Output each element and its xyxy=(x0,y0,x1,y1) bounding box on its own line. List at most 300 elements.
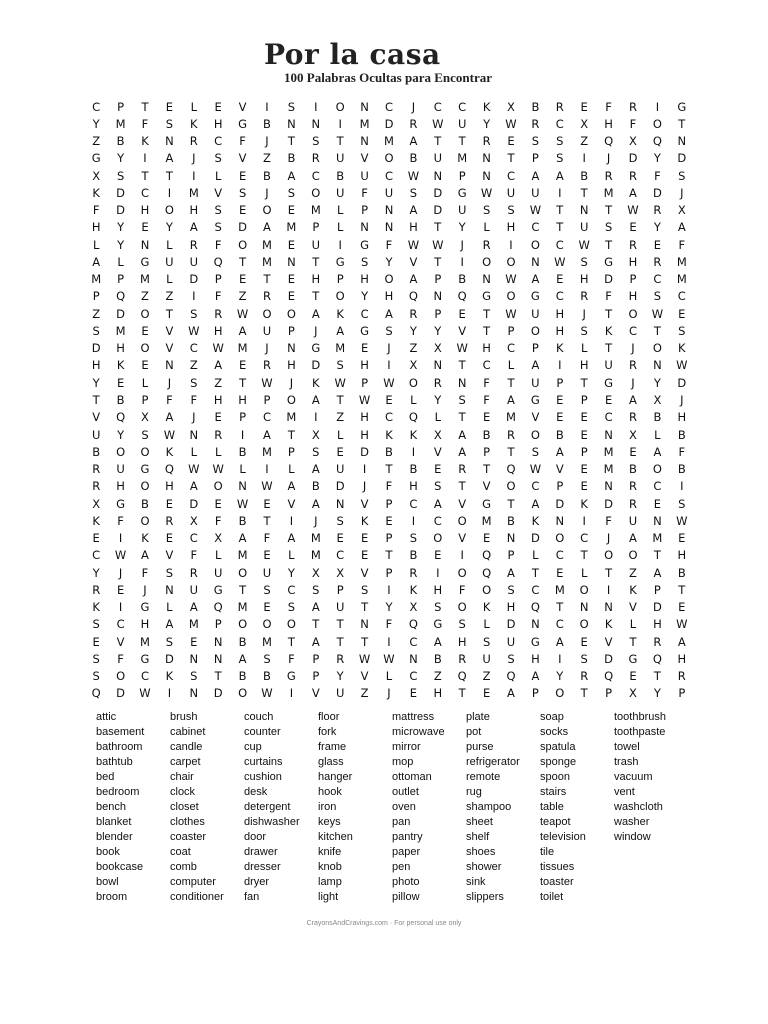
grid-letter[interactable]: Z xyxy=(580,134,589,149)
grid-letter[interactable]: N xyxy=(482,272,491,287)
grid-letter[interactable]: T xyxy=(312,254,320,269)
grid-letter[interactable]: V xyxy=(360,669,369,684)
grid-letter[interactable]: P xyxy=(361,375,369,390)
grid-letter[interactable]: G xyxy=(140,462,150,477)
grid-letter[interactable]: P xyxy=(507,323,515,338)
grid-letter[interactable]: D xyxy=(506,617,516,632)
grid-letter[interactable]: P xyxy=(458,168,466,183)
grid-letter[interactable]: N xyxy=(287,341,296,356)
grid-letter[interactable]: K xyxy=(531,513,540,528)
grid-letter[interactable]: F xyxy=(605,99,612,114)
grid-letter[interactable]: M xyxy=(140,634,150,649)
grid-letter[interactable]: E xyxy=(629,444,637,459)
grid-letter[interactable]: N xyxy=(189,427,199,442)
grid-letter[interactable]: S xyxy=(360,582,369,597)
grid-letter[interactable]: O xyxy=(604,548,614,563)
grid-letter[interactable]: E xyxy=(507,134,515,149)
grid-letter[interactable]: M xyxy=(310,203,321,218)
grid-letter[interactable]: C xyxy=(409,634,418,649)
grid-letter[interactable]: W xyxy=(529,203,542,218)
grid-letter[interactable]: N xyxy=(360,99,369,114)
grid-letter[interactable]: N xyxy=(213,634,223,649)
grid-letter[interactable]: G xyxy=(286,669,296,684)
grid-letter[interactable]: L xyxy=(288,462,295,477)
grid-letter[interactable]: N xyxy=(165,134,174,149)
grid-letter[interactable]: E xyxy=(629,220,637,235)
grid-letter[interactable]: D xyxy=(189,496,199,511)
grid-letter[interactable]: T xyxy=(312,289,320,304)
grid-letter[interactable]: G xyxy=(604,254,614,269)
grid-letter[interactable]: X xyxy=(336,565,345,580)
grid-letter[interactable]: T xyxy=(434,254,442,269)
grid-letter[interactable]: N xyxy=(604,600,613,615)
grid-letter[interactable]: A xyxy=(287,531,296,546)
grid-letter[interactable]: X xyxy=(433,341,442,356)
grid-letter[interactable]: N xyxy=(360,220,369,235)
grid-letter[interactable]: N xyxy=(433,168,443,183)
grid-letter[interactable]: S xyxy=(653,289,662,304)
grid-letter[interactable]: M xyxy=(262,254,272,269)
grid-letter[interactable]: M xyxy=(652,531,663,546)
grid-letter[interactable]: K xyxy=(580,496,588,511)
grid-letter[interactable]: M xyxy=(115,116,126,131)
grid-letter[interactable]: S xyxy=(604,220,613,235)
grid-letter[interactable]: F xyxy=(214,289,222,304)
grid-letter[interactable]: L xyxy=(166,237,173,252)
grid-letter[interactable]: B xyxy=(92,444,101,459)
grid-letter[interactable]: G xyxy=(311,341,321,356)
grid-letter[interactable]: R xyxy=(409,306,418,321)
grid-letter[interactable]: E xyxy=(556,410,564,425)
grid-letter[interactable]: R xyxy=(580,669,589,684)
grid-letter[interactable]: M xyxy=(188,617,199,632)
grid-letter[interactable]: E xyxy=(580,427,588,442)
grid-letter[interactable]: S xyxy=(312,444,320,459)
grid-letter[interactable]: M xyxy=(237,548,248,563)
grid-letter[interactable]: M xyxy=(676,272,687,287)
grid-letter[interactable]: B xyxy=(238,444,247,459)
grid-letter[interactable]: R xyxy=(506,427,515,442)
grid-letter[interactable]: H xyxy=(482,341,491,356)
grid-letter[interactable]: R xyxy=(482,237,491,252)
grid-letter[interactable]: H xyxy=(238,392,247,407)
grid-letter[interactable]: C xyxy=(409,496,418,511)
grid-letter[interactable]: T xyxy=(556,203,564,218)
grid-letter[interactable]: E xyxy=(287,237,296,252)
grid-letter[interactable]: H xyxy=(116,341,125,356)
grid-letter[interactable]: A xyxy=(214,358,223,373)
grid-letter[interactable]: S xyxy=(458,392,466,407)
grid-letter[interactable]: A xyxy=(458,444,467,459)
grid-letter[interactable]: H xyxy=(91,220,101,235)
grid-letter[interactable]: O xyxy=(457,565,467,580)
grid-letter[interactable]: W xyxy=(236,496,249,511)
grid-letter[interactable]: D xyxy=(91,341,101,356)
grid-letter[interactable]: X xyxy=(653,392,662,407)
grid-letter[interactable]: H xyxy=(213,392,223,407)
grid-letter[interactable]: Y xyxy=(483,116,491,131)
grid-letter[interactable]: A xyxy=(409,134,418,149)
grid-letter[interactable]: V xyxy=(531,410,540,425)
grid-letter[interactable]: P xyxy=(678,686,686,701)
grid-letter[interactable]: W xyxy=(651,306,664,321)
grid-letter[interactable]: H xyxy=(360,272,369,287)
grid-letter[interactable]: G xyxy=(116,496,126,511)
grid-letter[interactable]: L xyxy=(190,444,197,459)
grid-letter[interactable]: I xyxy=(338,116,342,131)
grid-letter[interactable]: K xyxy=(141,134,149,149)
grid-letter[interactable]: E xyxy=(214,496,222,511)
grid-letter[interactable]: I xyxy=(118,531,123,546)
grid-letter[interactable]: O xyxy=(140,479,150,494)
grid-letter[interactable]: H xyxy=(677,548,687,563)
grid-letter[interactable]: P xyxy=(531,151,539,166)
grid-letter[interactable]: W xyxy=(383,375,395,390)
grid-letter[interactable]: U xyxy=(506,634,516,649)
grid-letter[interactable]: L xyxy=(507,358,515,373)
grid-letter[interactable]: N xyxy=(384,203,394,218)
grid-letter[interactable]: R xyxy=(336,651,345,666)
grid-letter[interactable]: G xyxy=(140,600,150,615)
grid-letter[interactable]: I xyxy=(411,444,416,459)
grid-letter[interactable]: N xyxy=(165,582,174,597)
grid-letter[interactable]: G xyxy=(530,392,540,407)
grid-letter[interactable]: R xyxy=(677,669,686,684)
grid-letter[interactable]: U xyxy=(262,323,272,338)
grid-letter[interactable]: D xyxy=(116,185,126,200)
grid-letter[interactable]: X xyxy=(629,427,637,442)
grid-letter[interactable]: O xyxy=(286,392,296,407)
grid-letter[interactable]: S xyxy=(409,531,418,546)
grid-letter[interactable]: Q xyxy=(116,289,126,304)
grid-letter[interactable]: Q xyxy=(457,289,467,304)
grid-letter[interactable]: W xyxy=(212,341,224,356)
grid-letter[interactable]: S xyxy=(580,323,588,338)
grid-letter[interactable]: O xyxy=(628,548,638,563)
grid-letter[interactable]: Y xyxy=(361,289,369,304)
grid-letter[interactable]: E xyxy=(458,306,466,321)
grid-letter[interactable]: A xyxy=(507,565,515,580)
grid-letter[interactable]: S xyxy=(92,669,100,684)
grid-letter[interactable]: R xyxy=(409,565,418,580)
grid-letter[interactable]: J xyxy=(606,531,611,546)
grid-letter[interactable]: C xyxy=(336,548,345,563)
grid-letter[interactable]: Z xyxy=(360,686,369,701)
grid-letter[interactable]: B xyxy=(336,168,345,183)
grid-letter[interactable]: V xyxy=(165,548,174,563)
grid-letter[interactable]: A xyxy=(287,168,296,183)
grid-letter[interactable]: B xyxy=(263,168,271,183)
grid-letter[interactable]: F xyxy=(141,565,149,580)
grid-letter[interactable]: S xyxy=(287,185,296,200)
grid-letter[interactable]: R xyxy=(653,254,662,269)
grid-letter[interactable]: X xyxy=(507,99,515,114)
grid-letter[interactable]: R xyxy=(92,479,101,494)
grid-letter[interactable]: D xyxy=(311,358,321,373)
grid-letter[interactable]: T xyxy=(678,116,686,131)
grid-letter[interactable]: C xyxy=(482,358,491,373)
grid-letter[interactable]: T xyxy=(605,565,613,580)
grid-letter[interactable]: E xyxy=(629,669,637,684)
grid-letter[interactable]: H xyxy=(531,651,540,666)
grid-letter[interactable]: S xyxy=(531,444,540,459)
grid-letter[interactable]: D xyxy=(116,306,126,321)
grid-letter[interactable]: G xyxy=(213,582,223,597)
grid-letter[interactable]: I xyxy=(460,548,464,563)
grid-letter[interactable]: N xyxy=(579,203,589,218)
grid-letter[interactable]: L xyxy=(336,427,344,442)
grid-letter[interactable]: E xyxy=(165,496,174,511)
grid-letter[interactable]: O xyxy=(262,617,272,632)
grid-letter[interactable]: A xyxy=(531,168,540,183)
grid-letter[interactable]: H xyxy=(140,617,150,632)
grid-letter[interactable]: F xyxy=(117,513,124,528)
grid-letter[interactable]: D xyxy=(116,203,126,218)
grid-letter[interactable]: T xyxy=(239,582,247,597)
grid-letter[interactable]: B xyxy=(677,565,686,580)
grid-letter[interactable]: J xyxy=(192,410,196,425)
grid-letter[interactable]: J xyxy=(411,99,416,114)
grid-letter[interactable]: C xyxy=(140,185,149,200)
grid-letter[interactable]: E xyxy=(385,513,393,528)
grid-letter[interactable]: P xyxy=(336,582,344,597)
grid-letter[interactable]: H xyxy=(604,116,613,131)
grid-letter[interactable]: P xyxy=(653,582,661,597)
grid-letter[interactable]: B xyxy=(409,151,418,166)
grid-letter[interactable]: N xyxy=(384,220,394,235)
grid-letter[interactable]: E xyxy=(385,392,393,407)
grid-letter[interactable]: U xyxy=(457,116,467,131)
grid-letter[interactable]: I xyxy=(314,99,318,114)
grid-letter[interactable]: P xyxy=(556,479,564,494)
grid-letter[interactable]: S xyxy=(92,323,100,338)
grid-letter[interactable]: C xyxy=(262,410,271,425)
grid-letter[interactable]: T xyxy=(92,392,100,407)
grid-letter[interactable]: Q xyxy=(408,410,418,425)
grid-letter[interactable]: H xyxy=(628,289,638,304)
grid-letter[interactable]: G xyxy=(140,254,150,269)
grid-letter[interactable]: O xyxy=(530,237,540,252)
grid-letter[interactable]: C xyxy=(384,410,393,425)
grid-letter[interactable]: A xyxy=(653,565,662,580)
grid-letter[interactable]: C xyxy=(384,99,393,114)
grid-letter[interactable]: S xyxy=(556,151,564,166)
grid-letter[interactable]: A xyxy=(409,272,418,287)
grid-letter[interactable]: O xyxy=(286,306,296,321)
grid-letter[interactable]: W xyxy=(407,168,420,183)
grid-letter[interactable]: E xyxy=(580,479,588,494)
grid-letter[interactable]: O xyxy=(506,289,516,304)
grid-letter[interactable]: Y xyxy=(653,220,661,235)
grid-letter[interactable]: H xyxy=(555,323,565,338)
grid-letter[interactable]: M xyxy=(603,462,614,477)
grid-letter[interactable]: B xyxy=(287,151,296,166)
grid-letter[interactable]: U xyxy=(384,185,394,200)
grid-letter[interactable]: V xyxy=(433,444,442,459)
grid-letter[interactable]: O xyxy=(116,444,126,459)
grid-letter[interactable]: S xyxy=(531,134,540,149)
grid-letter[interactable]: B xyxy=(677,427,686,442)
grid-letter[interactable]: I xyxy=(289,686,294,701)
grid-letter[interactable]: B xyxy=(238,669,247,684)
grid-letter[interactable]: P xyxy=(580,444,588,459)
grid-letter[interactable]: T xyxy=(336,134,344,149)
grid-letter[interactable]: X xyxy=(580,116,589,131)
grid-letter[interactable]: N xyxy=(653,513,662,528)
grid-letter[interactable]: E xyxy=(116,375,125,390)
grid-letter[interactable]: W xyxy=(676,358,688,373)
grid-letter[interactable]: V xyxy=(238,99,247,114)
grid-letter[interactable]: H xyxy=(213,323,223,338)
grid-letter[interactable]: V xyxy=(92,410,101,425)
grid-letter[interactable]: S xyxy=(92,617,100,632)
grid-letter[interactable]: F xyxy=(678,444,686,459)
grid-letter[interactable]: O xyxy=(238,565,248,580)
grid-letter[interactable]: M xyxy=(603,444,614,459)
grid-letter[interactable]: U xyxy=(189,254,198,269)
grid-letter[interactable]: Z xyxy=(141,289,149,304)
grid-letter[interactable]: V xyxy=(116,634,125,649)
grid-letter[interactable]: R xyxy=(458,462,467,477)
grid-letter[interactable]: W xyxy=(456,341,468,356)
grid-letter[interactable]: Y xyxy=(117,237,125,252)
grid-letter[interactable]: T xyxy=(239,254,247,269)
grid-letter[interactable]: P xyxy=(287,444,295,459)
grid-letter[interactable]: K xyxy=(312,375,320,390)
grid-letter[interactable]: D xyxy=(652,600,662,615)
grid-letter[interactable]: S xyxy=(434,600,442,615)
grid-letter[interactable]: L xyxy=(532,548,539,563)
grid-letter[interactable]: T xyxy=(580,185,588,200)
grid-letter[interactable]: X xyxy=(141,410,149,425)
grid-letter[interactable]: K xyxy=(92,600,100,615)
grid-letter[interactable]: F xyxy=(605,289,612,304)
grid-letter[interactable]: G xyxy=(238,116,248,131)
grid-letter[interactable]: B xyxy=(116,392,125,407)
grid-letter[interactable]: U xyxy=(360,168,369,183)
grid-letter[interactable]: D xyxy=(164,651,174,666)
grid-letter[interactable]: W xyxy=(676,617,688,632)
grid-letter[interactable]: Z xyxy=(189,358,198,373)
grid-letter[interactable]: H xyxy=(677,410,687,425)
grid-letter[interactable]: A xyxy=(311,634,320,649)
grid-letter[interactable]: X xyxy=(92,496,101,511)
grid-letter[interactable]: E xyxy=(141,220,149,235)
grid-letter[interactable]: F xyxy=(483,392,490,407)
grid-letter[interactable]: K xyxy=(678,341,686,356)
grid-letter[interactable]: A xyxy=(165,151,174,166)
grid-letter[interactable]: P xyxy=(312,651,320,666)
grid-letter[interactable]: D xyxy=(604,496,614,511)
grid-letter[interactable]: A xyxy=(189,220,198,235)
grid-letter[interactable]: M xyxy=(286,410,297,425)
grid-letter[interactable]: E xyxy=(287,272,296,287)
grid-letter[interactable]: L xyxy=(410,392,417,407)
grid-letter[interactable]: I xyxy=(314,410,318,425)
grid-letter[interactable]: O xyxy=(652,116,662,131)
grid-letter[interactable]: P xyxy=(580,392,588,407)
grid-letter[interactable]: R xyxy=(214,306,223,321)
grid-letter[interactable]: U xyxy=(335,686,345,701)
grid-letter[interactable]: P xyxy=(214,272,222,287)
grid-letter[interactable]: E xyxy=(336,444,344,459)
grid-letter[interactable]: Q xyxy=(164,462,174,477)
grid-letter[interactable]: I xyxy=(411,513,416,528)
grid-letter[interactable]: S xyxy=(165,116,174,131)
grid-letter[interactable]: X xyxy=(677,203,686,218)
grid-letter[interactable]: L xyxy=(580,341,588,356)
grid-letter[interactable]: A xyxy=(433,496,442,511)
grid-letter[interactable]: I xyxy=(582,513,586,528)
grid-letter[interactable]: H xyxy=(91,358,101,373)
grid-letter[interactable]: K xyxy=(116,358,125,373)
grid-letter[interactable]: P xyxy=(117,272,125,287)
grid-letter[interactable]: V xyxy=(458,531,467,546)
grid-letter[interactable]: Q xyxy=(604,669,614,684)
grid-letter[interactable]: W xyxy=(261,686,273,701)
grid-letter[interactable]: T xyxy=(385,548,393,563)
grid-letter[interactable]: U xyxy=(91,427,101,442)
grid-letter[interactable]: G xyxy=(482,289,492,304)
grid-letter[interactable]: W xyxy=(236,306,249,321)
grid-letter[interactable]: A xyxy=(165,410,174,425)
grid-letter[interactable]: W xyxy=(407,237,420,252)
grid-letter[interactable]: G xyxy=(677,99,687,114)
grid-letter[interactable]: I xyxy=(558,358,562,373)
grid-letter[interactable]: O xyxy=(164,203,174,218)
grid-letter[interactable]: Y xyxy=(556,669,564,684)
grid-letter[interactable]: T xyxy=(678,582,686,597)
grid-letter[interactable]: W xyxy=(432,237,444,252)
grid-letter[interactable]: H xyxy=(579,272,589,287)
grid-letter[interactable]: I xyxy=(167,185,172,200)
grid-letter[interactable]: L xyxy=(214,168,222,183)
grid-letter[interactable]: O xyxy=(506,479,516,494)
grid-letter[interactable]: G xyxy=(360,237,370,252)
grid-letter[interactable]: U xyxy=(433,151,442,166)
grid-letter[interactable]: A xyxy=(311,462,320,477)
grid-letter[interactable]: A xyxy=(531,669,540,684)
grid-letter[interactable]: E xyxy=(580,462,588,477)
grid-letter[interactable]: N xyxy=(335,496,345,511)
grid-letter[interactable]: E xyxy=(116,582,125,597)
grid-letter[interactable]: E xyxy=(434,462,442,477)
grid-letter[interactable]: R xyxy=(262,289,271,304)
grid-letter[interactable]: C xyxy=(311,168,320,183)
grid-letter[interactable]: O xyxy=(311,185,321,200)
grid-letter[interactable]: W xyxy=(334,375,346,390)
grid-letter[interactable]: C xyxy=(116,617,125,632)
grid-letter[interactable]: F xyxy=(214,513,222,528)
grid-letter[interactable]: B xyxy=(580,168,589,183)
grid-letter[interactable]: O xyxy=(140,444,150,459)
grid-letter[interactable]: E xyxy=(653,237,662,252)
grid-letter[interactable]: Q xyxy=(408,289,418,304)
grid-letter[interactable]: C xyxy=(653,479,662,494)
grid-letter[interactable]: W xyxy=(261,375,273,390)
grid-letter[interactable]: R xyxy=(531,116,540,131)
grid-letter[interactable]: T xyxy=(580,686,588,701)
grid-letter[interactable]: J xyxy=(265,185,269,200)
grid-letter[interactable]: A xyxy=(555,634,564,649)
grid-letter[interactable]: E xyxy=(141,358,149,373)
grid-letter[interactable]: K xyxy=(482,99,491,114)
grid-letter[interactable]: G xyxy=(628,651,638,666)
grid-letter[interactable]: Q xyxy=(213,254,223,269)
grid-letter[interactable]: G xyxy=(482,496,492,511)
grid-letter[interactable]: R xyxy=(628,237,637,252)
grid-letter[interactable]: N xyxy=(433,289,443,304)
